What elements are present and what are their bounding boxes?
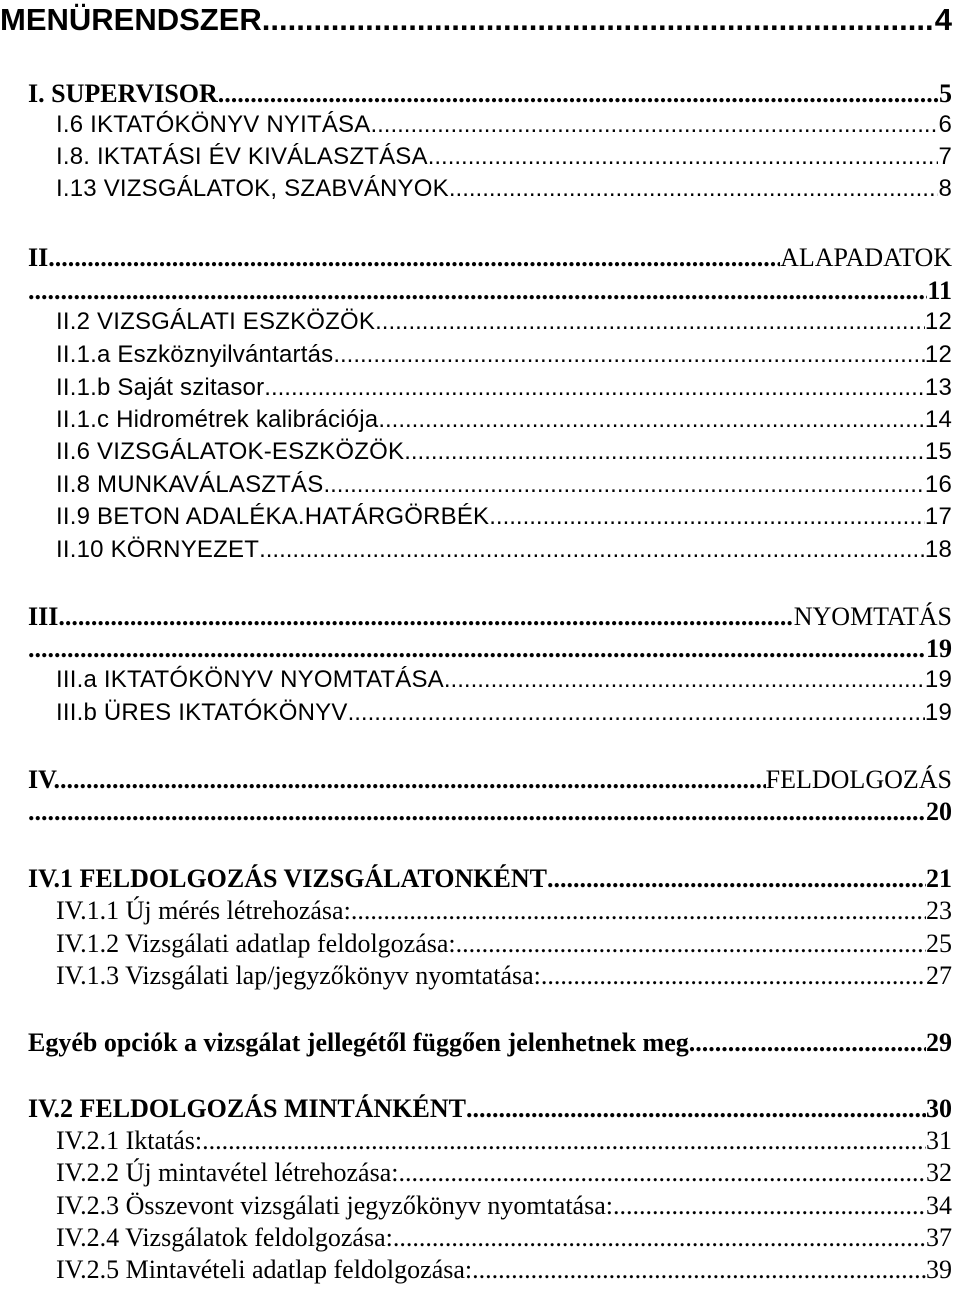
toc-entry[interactable] xyxy=(56,471,952,499)
toc-leader-dots xyxy=(28,797,926,827)
toc-entry-page: 34 xyxy=(926,1191,952,1220)
toc-entry-page: 30 xyxy=(926,1094,952,1123)
toc-entry-title: IV.2.1 Iktatás: xyxy=(56,1126,203,1155)
toc-leader-dots xyxy=(375,308,925,336)
toc-leader-dots xyxy=(348,699,925,727)
toc-entry-title: IV.2.2 Új mintavétel létrehozása: xyxy=(56,1158,399,1187)
toc-entry-page: ALAPADATOK xyxy=(780,243,952,272)
toc-entry[interactable] xyxy=(56,175,952,203)
toc-entry-nyomtatas[interactable] xyxy=(28,602,952,632)
toc-entry[interactable] xyxy=(56,1126,952,1156)
toc-leader-dots xyxy=(28,276,927,306)
toc-entry[interactable] xyxy=(56,666,952,694)
toc-entry[interactable] xyxy=(28,1028,952,1058)
toc-entry[interactable] xyxy=(56,1255,952,1285)
toc-entry-page: 39 xyxy=(926,1255,952,1284)
toc-leader-dots xyxy=(444,666,925,694)
toc-entry-title: IV.2.3 Összevont vizsgálati jegyzőkönyv nyomtatása: xyxy=(56,1191,613,1220)
toc-entry[interactable] xyxy=(28,1094,952,1124)
toc-entry-feldolgozas-page[interactable] xyxy=(28,797,952,827)
toc-leader-dots xyxy=(378,406,925,434)
toc-entry-page: 16 xyxy=(924,471,952,498)
toc-entry-title: I.13 VIZSGÁLATOK, SZABVÁNYOK xyxy=(56,175,449,202)
toc-entry-title: II.1.a Eszköznyilvántartás xyxy=(56,341,334,368)
toc-entry-page: 8 xyxy=(938,175,952,202)
toc-entry-page: 19 xyxy=(924,666,952,693)
toc-leader-dots xyxy=(55,243,780,273)
toc-leader-dots xyxy=(393,1223,926,1253)
toc-entry-page: 19 xyxy=(926,634,952,663)
toc-entry-page: 32 xyxy=(926,1158,952,1187)
toc-leader-dots xyxy=(28,634,926,664)
toc-entry[interactable] xyxy=(56,503,952,531)
toc-leader-dots xyxy=(449,175,939,203)
toc-entry-feldolgozas[interactable] xyxy=(28,765,952,795)
toc-leader-dots xyxy=(259,536,925,564)
toc-entry[interactable] xyxy=(56,929,952,959)
toc-entry[interactable] xyxy=(56,143,952,171)
toc-entry-title: II. xyxy=(28,243,55,272)
toc-entry[interactable] xyxy=(56,374,952,402)
toc-entry-title: II.10 KÖRNYEZET xyxy=(56,536,260,563)
toc-leader-dots xyxy=(613,1191,926,1221)
toc-entry[interactable] xyxy=(56,1191,952,1221)
toc-leader-dots xyxy=(689,1028,926,1058)
toc-entry-page: FELDOLGOZÁS xyxy=(765,765,952,794)
toc-entry[interactable] xyxy=(56,1223,952,1253)
toc-entry-title: I. SUPERVISOR xyxy=(28,79,218,108)
toc-entry-page: 15 xyxy=(924,438,952,465)
toc-entry-alapadatok[interactable] xyxy=(28,243,952,273)
toc-entry-title: II.1.c Hidrométrek kalibrációja xyxy=(56,406,379,433)
toc-leader-dots xyxy=(489,503,925,531)
toc-entry[interactable] xyxy=(56,896,952,926)
toc-entry-title: III.b ÜRES IKTATÓKÖNYV xyxy=(56,699,348,726)
toc-entry-page: 12 xyxy=(924,341,952,368)
toc-entry-alapadatok-page[interactable] xyxy=(28,276,952,306)
toc-entry-page: 23 xyxy=(926,896,952,925)
toc-entry-title: I.8. IKTATÁSI ÉV KIVÁLASZTÁSA xyxy=(56,143,428,170)
toc-entry[interactable] xyxy=(56,699,952,727)
toc-leader-dots xyxy=(456,929,926,959)
toc-leader-dots xyxy=(202,1126,926,1156)
toc-entry[interactable] xyxy=(56,438,952,466)
toc-leader-dots xyxy=(60,765,766,795)
toc-entry-nyomtatas-page[interactable] xyxy=(28,634,952,664)
toc-entry-page: 14 xyxy=(924,406,952,433)
toc-leader-dots xyxy=(541,961,926,991)
toc-entry[interactable] xyxy=(56,406,952,434)
toc-entry[interactable] xyxy=(28,864,952,894)
toc-leader-dots xyxy=(428,143,939,171)
toc-entry-page: 7 xyxy=(938,143,952,170)
toc-entry-title: IV.2.4 Vizsgálatok feldolgozása: xyxy=(56,1223,393,1252)
toc-leader-dots xyxy=(264,374,925,402)
toc-entry-title: IV.2.5 Mintavételi adatlap feldolgozása: xyxy=(56,1255,473,1284)
toc-entry-supervisor[interactable] xyxy=(28,79,952,109)
toc-entry-page: 19 xyxy=(924,699,952,726)
toc-leader-dots xyxy=(65,602,794,632)
toc-entry-page: 5 xyxy=(939,79,952,108)
toc-entry-title: III.a IKTATÓKÖNYV NYOMTATÁSA xyxy=(56,666,444,693)
toc-entry-title: II.9 BETON ADALÉKA.HATÁRGÖRBÉK xyxy=(56,503,490,530)
toc-entry[interactable] xyxy=(56,111,952,139)
toc-entry-title: IV.1.1 Új mérés létrehozása: xyxy=(56,896,351,925)
toc-entry-page: 20 xyxy=(926,797,952,826)
toc-entry-page: 17 xyxy=(924,503,952,530)
toc-entry-title: IV.1.2 Vizsgálati adatlap feldolgozása: xyxy=(56,929,456,958)
toc-entry-title: IV. xyxy=(28,765,61,794)
toc-entry-page: 6 xyxy=(938,111,952,138)
toc-entry-menurendszer[interactable] xyxy=(0,2,952,38)
toc-entry-page: 37 xyxy=(926,1223,952,1252)
toc-leader-dots xyxy=(466,1094,926,1124)
toc-entry-title: Egyéb opciók a vizsgálat jellegétől függően jelenhetnek meg xyxy=(28,1028,689,1057)
toc-entry[interactable] xyxy=(56,961,952,991)
toc-leader-dots xyxy=(547,864,926,894)
toc-entry-page: 31 xyxy=(926,1126,952,1155)
toc-entry-page: 18 xyxy=(924,536,952,563)
toc-entry-title: III. xyxy=(28,602,65,631)
toc-entry[interactable] xyxy=(56,536,952,564)
toc-entry-title: II.1.b Saját szitasor xyxy=(56,374,265,401)
toc-leader-dots xyxy=(398,1158,926,1188)
toc-leader-dots xyxy=(404,438,925,466)
toc-entry-page: 21 xyxy=(926,864,952,893)
toc-leader-dots xyxy=(370,111,938,139)
toc-entry-title: I.6 IKTATÓKÖNYV NYITÁSA xyxy=(56,111,371,138)
toc-entry-title: II.2 VIZSGÁLATI ESZKÖZÖK xyxy=(56,308,376,335)
toc-entry[interactable] xyxy=(56,308,952,336)
toc-entry-title: IV.1.3 Vizsgálati lap/jegyzőkönyv nyomtatása: xyxy=(56,961,541,990)
toc-entry-page: 4 xyxy=(934,2,952,37)
toc-entry-title: IV.1 FELDOLGOZÁS VIZSGÁLATONKÉNT xyxy=(28,864,547,893)
toc-entry[interactable] xyxy=(56,341,952,369)
toc-entry-page: 13 xyxy=(924,374,952,401)
toc-leader-dots xyxy=(472,1255,926,1285)
toc-leader-dots xyxy=(218,79,939,109)
toc-leader-dots xyxy=(323,471,924,499)
toc-entry[interactable] xyxy=(56,1158,952,1188)
toc-entry-page: 29 xyxy=(926,1028,952,1057)
toc-entry-title: II.6 VIZSGÁLATOK-ESZKÖZÖK xyxy=(56,438,405,465)
toc-leader-dots xyxy=(262,2,935,38)
toc-leader-dots xyxy=(333,341,925,369)
toc-entry-page: 11 xyxy=(927,276,952,305)
toc-entry-page: 12 xyxy=(924,308,952,335)
toc-entry-page: 27 xyxy=(926,961,952,990)
toc-entry-title: II.8 MUNKAVÁLASZTÁS xyxy=(56,471,324,498)
toc-entry-title: IV.2 FELDOLGOZÁS MINTÁNKÉNT xyxy=(28,1094,466,1123)
toc-entry-page: 25 xyxy=(926,929,952,958)
toc-leader-dots xyxy=(351,896,926,926)
toc-entry-page: NYOMTATÁS xyxy=(793,602,952,631)
toc-entry-title: MENÜRENDSZER xyxy=(0,2,262,37)
